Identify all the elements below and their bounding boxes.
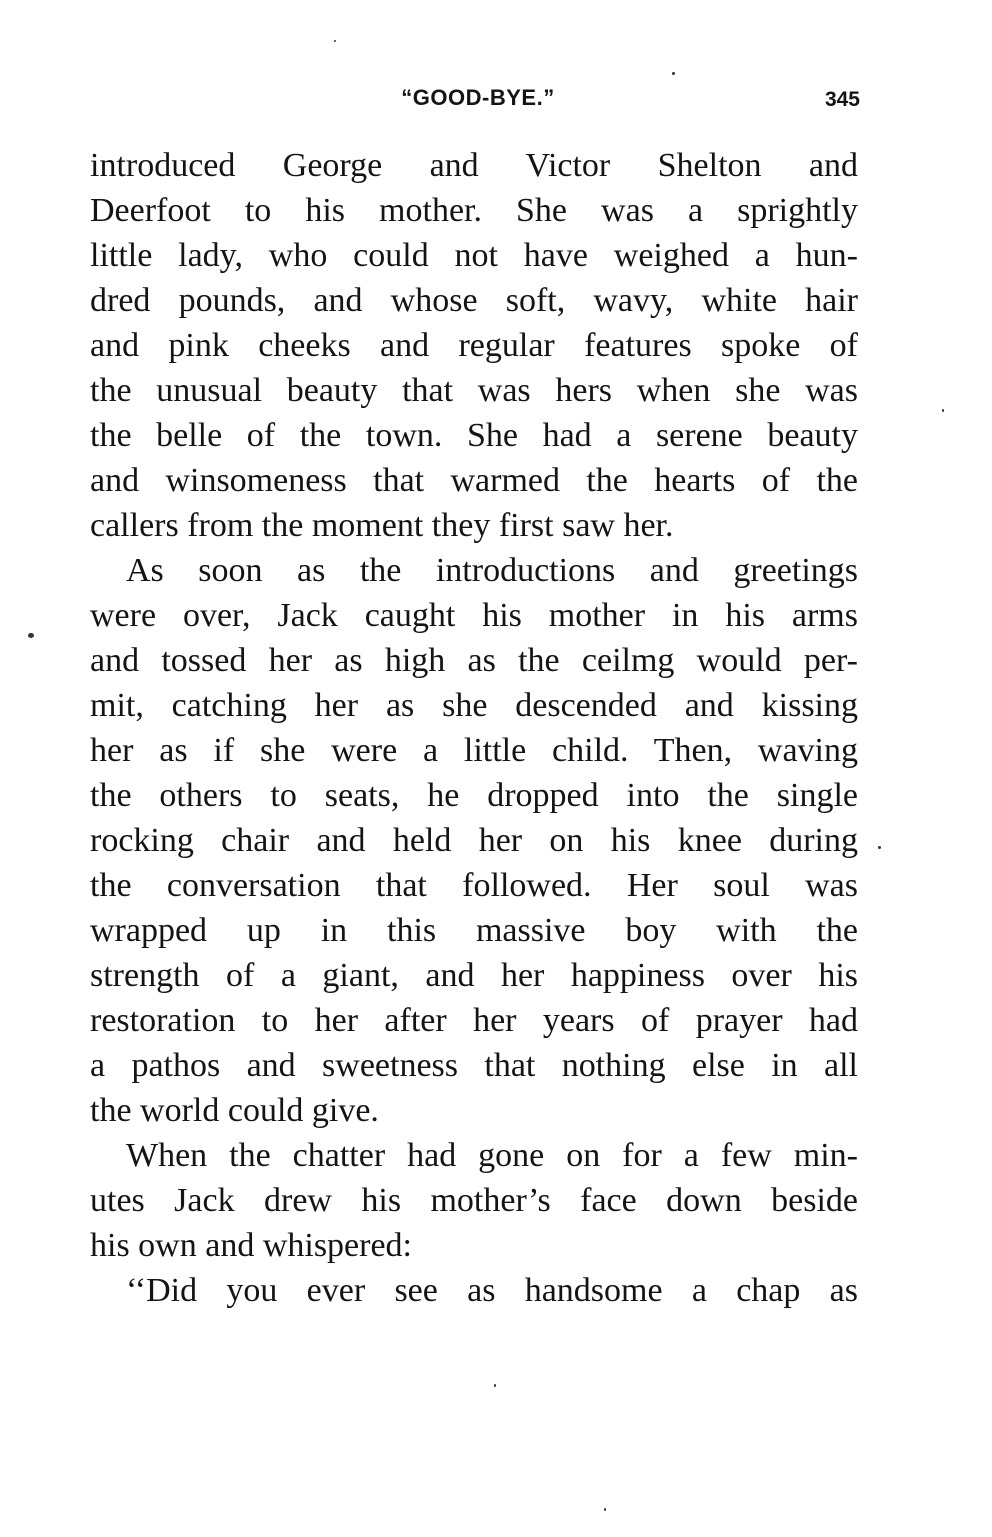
paragraph-last-line: callers from the moment they first saw her. (90, 507, 674, 544)
paragraph-last-line: the world could give. (90, 1092, 379, 1129)
text-line: wrapped up in this massive boy with the (90, 912, 858, 949)
text-line: rocking chair and held her on his knee during (90, 822, 858, 859)
paragraph-first-line: When the chatter had gone on for a few min- (126, 1137, 858, 1174)
paragraph-first-line: As soon as the introductions and greetings (126, 552, 858, 589)
scan-speck (672, 72, 675, 75)
text-line: Deerfoot to his mother. She was a sprightly (90, 192, 858, 229)
chapter-title: “GOOD-BYE.” (401, 85, 555, 110)
text-line: dred pounds, and whose soft, wavy, white hair (90, 282, 858, 319)
text-line: restoration to her after her years of prayer had (90, 1002, 858, 1039)
text-line: her as if she were a little child. Then, waving (90, 732, 858, 769)
scan-speck (878, 846, 881, 849)
text-line: utes Jack drew his mother’s face down beside (90, 1182, 858, 1219)
text-line: strength of a giant, and her happiness over his (90, 957, 858, 994)
text-line: introduced George and Victor Shelton and (90, 147, 858, 184)
text-line: a pathos and sweetness that nothing else in all (90, 1047, 858, 1084)
text-line: and pink cheeks and regular features spoke of (90, 327, 858, 364)
text-line: little lady, who could not have weighed a hun- (90, 237, 858, 274)
scan-speck (942, 409, 944, 412)
scan-speck (604, 1508, 606, 1511)
text-line: the belle of the town. She had a serene beauty (90, 417, 858, 454)
paragraph-last-line: his own and whispered: (90, 1227, 413, 1264)
body-text (90, 143, 858, 1313)
text-line: were over, Jack caught his mother in his arms (90, 597, 858, 634)
text-line: the others to seats, he dropped into the single (90, 777, 858, 814)
page-number: 345 (824, 88, 860, 111)
text-line: the unusual beauty that was hers when she was (90, 372, 858, 409)
running-head (90, 80, 858, 116)
text-line: the conversation that followed. Her soul was (90, 867, 858, 904)
scan-speck (28, 633, 34, 638)
paragraph-first-line: ‘‘Did you ever see as handsome a chap as (126, 1272, 858, 1309)
scan-speck (334, 40, 336, 42)
scan-speck (494, 1384, 496, 1387)
text-line: mit, catching her as she descended and kissing (90, 687, 858, 724)
text-line: and winsomeness that warmed the hearts of the (90, 462, 858, 499)
text-line: and tossed her as high as the ceilmg would per- (90, 642, 858, 679)
